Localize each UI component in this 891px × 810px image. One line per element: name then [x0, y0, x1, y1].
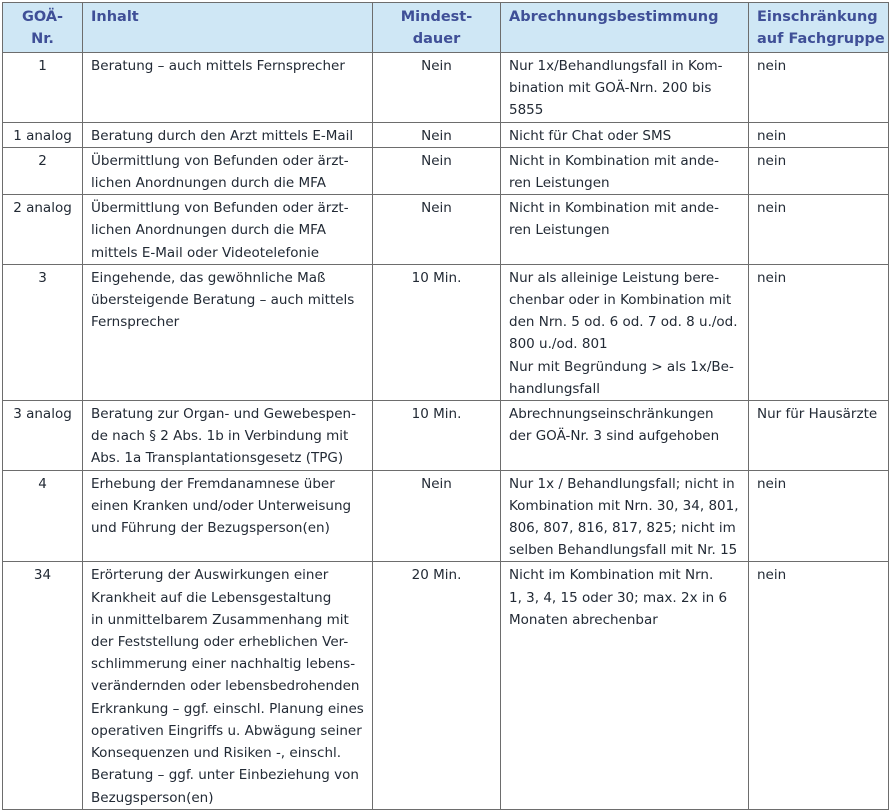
- cell-text-line: der GOÄ-Nr. 3 sind aufgehoben: [509, 428, 720, 445]
- header-goae-nr: [3, 3, 83, 53]
- header-mindestdauer: [373, 3, 501, 53]
- cell-inhalt: [83, 122, 373, 147]
- cell-einschraenkung: Nur für Hausärzte: [749, 401, 889, 471]
- cell-goae-nr: 1: [3, 53, 83, 123]
- cell-text-line: Beratung durch den Arzt mittels E-Mail: [91, 127, 354, 144]
- table-row: [3, 195, 889, 265]
- cell-goae-nr: 3: [3, 264, 83, 400]
- cell-einschraenkung: nein: [749, 195, 889, 265]
- cell-text-line: lichen Anordnungen durch die MFA: [91, 222, 326, 239]
- cell-text-line: Nur 1x / Behandlungsfall; nicht in: [509, 475, 735, 492]
- table-row: [3, 401, 889, 471]
- cell-abrechnungsbestimmung: [501, 147, 749, 194]
- cell-abrechnungsbestimmung: [501, 401, 749, 471]
- table-row: [3, 562, 889, 809]
- cell-text-line: selben Behandlungsfall mit Nr. 15: [509, 542, 738, 559]
- cell-text-line: bination mit GOÄ-Nrn. 200 bis: [509, 80, 712, 97]
- cell-text-line: Nicht für Chat oder SMS: [509, 127, 672, 144]
- cell-text-line: Abrechnungseinschränkungen: [509, 406, 714, 423]
- cell-mindestdauer: Nein: [373, 53, 501, 123]
- cell-mindestdauer: Nein: [373, 122, 501, 147]
- cell-text-line: und Führung der Bezugsperson(en): [91, 520, 330, 537]
- cell-text-line: Nicht in Kombination mit ande-: [509, 200, 719, 217]
- cell-text-line: 800 u./od. 801: [509, 336, 608, 353]
- table-body: [3, 53, 889, 810]
- goae-billing-table: [2, 2, 889, 810]
- cell-text-line: Krankheit auf die Lebensgestaltung: [91, 589, 332, 606]
- cell-goae-nr: 2: [3, 147, 83, 194]
- header-inhalt: [83, 3, 373, 53]
- cell-einschraenkung: nein: [749, 470, 889, 562]
- cell-inhalt: [83, 53, 373, 123]
- cell-abrechnungsbestimmung: [501, 53, 749, 123]
- cell-inhalt: [83, 264, 373, 400]
- cell-text-line: Erörterung der Auswirkungen einer: [91, 567, 329, 584]
- cell-mindestdauer: Nein: [373, 470, 501, 562]
- cell-text-line: übersteigende Beratung – auch mittels: [91, 292, 355, 309]
- header-abrechnungsbestimmung: [501, 3, 749, 53]
- cell-text-line: Nur 1x/Behandlungsfall in Kom-: [509, 58, 723, 74]
- cell-text-line: Eingehende, das gewöhnliche Maß: [91, 269, 326, 286]
- cell-text-line: mittels E-Mail oder Videotelefonie: [91, 244, 320, 261]
- header-row: [3, 3, 889, 53]
- cell-text-line: verändernden oder lebensbedrohenden: [91, 678, 360, 695]
- cell-mindestdauer: 10 Min.: [373, 264, 501, 400]
- cell-text-line: Beratung – ggf. unter Einbeziehung von: [91, 767, 359, 784]
- cell-abrechnungsbestimmung: [501, 470, 749, 562]
- cell-text-line: Konsequenzen und Risiken -, einschl.: [91, 745, 342, 762]
- header-line: Mindest-: [400, 9, 473, 25]
- cell-inhalt: [83, 147, 373, 194]
- cell-text-line: Bezugsperson(en): [91, 789, 214, 806]
- cell-mindestdauer: Nein: [373, 195, 501, 265]
- cell-text-line: Abs. 1a Transplantationsgesetz (TPG): [91, 450, 344, 467]
- table-row: [3, 122, 889, 147]
- cell-text-line: Beratung zur Organ- und Gewebespen-: [91, 406, 356, 423]
- cell-einschraenkung: nein: [749, 562, 889, 809]
- cell-mindestdauer: Nein: [373, 147, 501, 194]
- header-line: Einschränkung: [757, 9, 878, 25]
- cell-text-line: lichen Anordnungen durch die MFA: [91, 175, 326, 192]
- header-line: dauer: [412, 31, 461, 47]
- cell-text-line: Nur mit Begründung > als 1x/Be-: [509, 358, 734, 375]
- cell-abrechnungsbestimmung: [501, 562, 749, 809]
- cell-einschraenkung: nein: [749, 147, 889, 194]
- cell-goae-nr: 4: [3, 470, 83, 562]
- cell-abrechnungsbestimmung: [501, 122, 749, 147]
- cell-mindestdauer: 10 Min.: [373, 401, 501, 471]
- cell-text-line: der Feststellung oder erheblichen Ver-: [91, 634, 349, 651]
- cell-text-line: Nicht im Kombination mit Nrn.: [509, 567, 714, 584]
- header-einschraenkung: [749, 3, 889, 53]
- cell-text-line: einen Kranken und/oder Unterweisung: [91, 497, 352, 514]
- cell-text-line: chenbar oder in Kombination mit: [509, 292, 732, 309]
- header-line: Inhalt: [91, 9, 139, 25]
- cell-text-line: den Nrn. 5 od. 6 od. 7 od. 8 u./od.: [509, 314, 738, 331]
- cell-einschraenkung: nein: [749, 122, 889, 147]
- header-line: Nr.: [31, 31, 54, 47]
- table-row: [3, 53, 889, 123]
- cell-text-line: 5855: [509, 102, 544, 119]
- cell-text-line: in unmittelbarem Zusammenhang mit: [91, 611, 349, 628]
- cell-abrechnungsbestimmung: [501, 264, 749, 400]
- header-line: GOÄ-: [21, 9, 64, 25]
- cell-text-line: operativen Eingriffs u. Abwägung seiner: [91, 722, 362, 739]
- cell-text-line: Nicht in Kombination mit ande-: [509, 152, 719, 169]
- cell-text-line: Übermittlung von Befunden oder ärzt-: [91, 152, 349, 169]
- cell-goae-nr: 3 analog: [3, 401, 83, 471]
- table-header: [3, 3, 889, 53]
- cell-text-line: Erkrankung – ggf. einschl. Planung eines: [91, 700, 364, 717]
- cell-text-line: ren Leistungen: [509, 222, 610, 239]
- cell-text-line: Monaten abrechenbar: [509, 611, 658, 628]
- header-line: Abrechnungsbestimmung: [509, 9, 719, 25]
- cell-goae-nr: 34: [3, 562, 83, 809]
- cell-einschraenkung: nein: [749, 53, 889, 123]
- table-row: [3, 147, 889, 194]
- cell-text-line: schlimmerung einer nachhaltig lebens-: [91, 656, 356, 673]
- cell-inhalt: [83, 562, 373, 809]
- cell-inhalt: [83, 470, 373, 562]
- table-row: [3, 470, 889, 562]
- cell-inhalt: [83, 401, 373, 471]
- cell-einschraenkung: nein: [749, 264, 889, 400]
- cell-abrechnungsbestimmung: [501, 195, 749, 265]
- cell-inhalt: [83, 195, 373, 265]
- cell-text-line: Erhebung der Fremdanamnese über: [91, 475, 335, 492]
- cell-goae-nr: 1 analog: [3, 122, 83, 147]
- cell-text-line: Nur als alleinige Leistung bere-: [509, 269, 720, 286]
- header-line: auf Fachgruppe: [757, 31, 885, 47]
- cell-text-line: Beratung – auch mittels Fernsprecher: [91, 58, 345, 74]
- cell-text-line: 806, 807, 816, 817, 825; nicht im: [509, 520, 736, 537]
- cell-text-line: handlungsfall: [509, 380, 600, 397]
- cell-text-line: de nach § 2 Abs. 1b in Verbindung mit: [91, 428, 349, 445]
- cell-mindestdauer: 20 Min.: [373, 562, 501, 809]
- cell-text-line: Fernsprecher: [91, 314, 180, 331]
- cell-text-line: Kombination mit Nrn. 30, 34, 801,: [509, 497, 739, 514]
- cell-text-line: ren Leistungen: [509, 175, 610, 192]
- table-row: [3, 264, 889, 400]
- cell-text-line: Übermittlung von Befunden oder ärzt-: [91, 200, 349, 217]
- cell-goae-nr: 2 analog: [3, 195, 83, 265]
- cell-text-line: 1, 3, 4, 15 oder 30; max. 2x in 6: [509, 589, 728, 606]
